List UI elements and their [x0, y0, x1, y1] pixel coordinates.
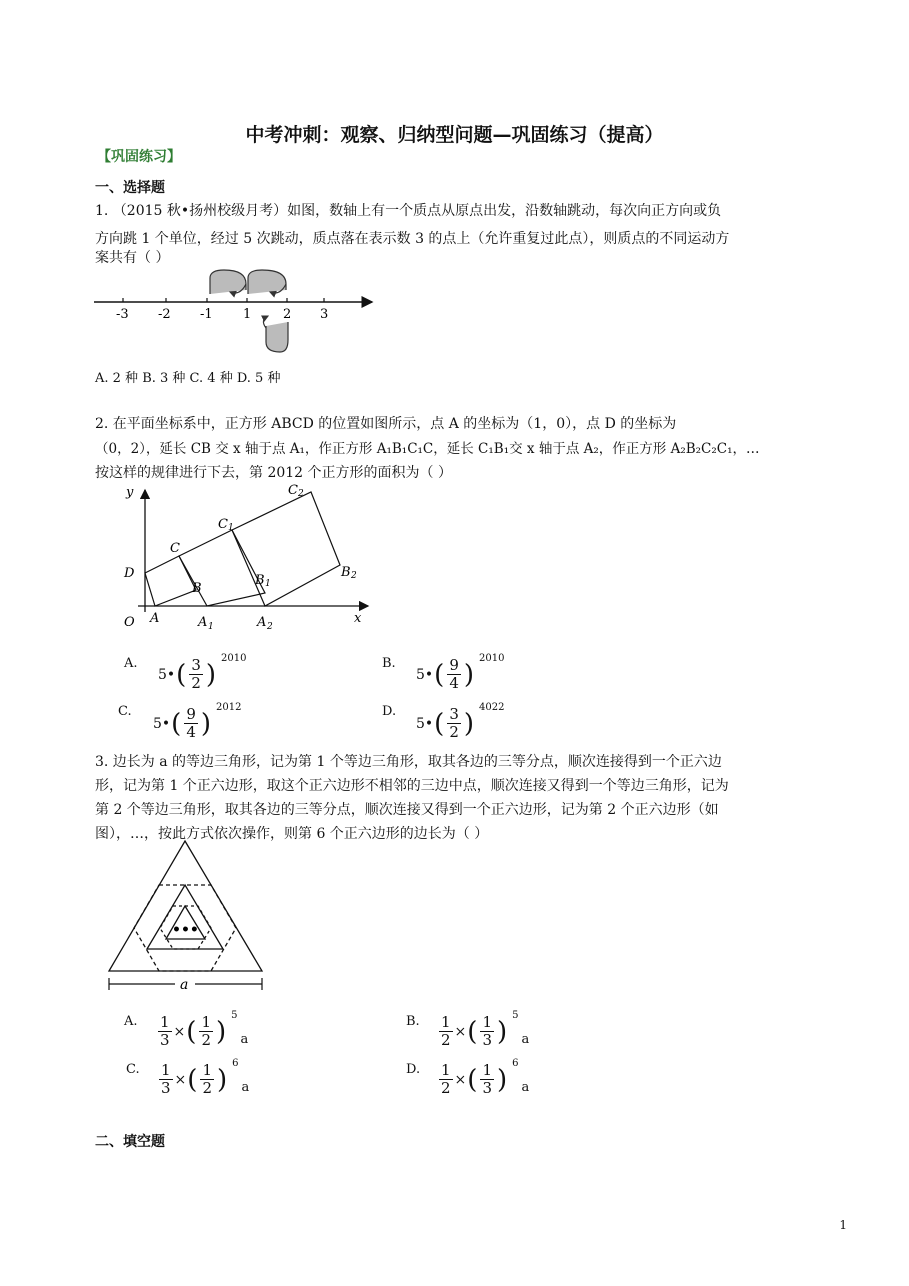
- q3-option-b: $\frac{1}{2}$ × ( $\frac{1}{3}$ ) 5 a: [441, 1010, 530, 1049]
- exponent: 2012: [216, 702, 242, 713]
- tick-label: 3: [320, 307, 329, 322]
- denominator: 3: [482, 1079, 492, 1097]
- triangle-hexagon-figure: [105, 838, 270, 998]
- exponent: 6: [232, 1058, 239, 1069]
- label-o: O: [124, 615, 135, 630]
- q2-option-b: 5• ( $\frac{9}{4}$ ) 2010: [416, 653, 505, 692]
- jump-arrow-icon: [266, 322, 288, 352]
- numerator: 9: [449, 656, 459, 674]
- square-2: [232, 492, 340, 606]
- q2-text-line1: 2. 在平面坐标系中，正方形 ABCD 的位置如图所示，点 A 的坐标为（1，0），点 D 的坐标为: [95, 416, 677, 432]
- numerator: 1: [441, 1013, 451, 1031]
- section-tag: 【巩固练习】: [97, 149, 181, 165]
- label-sub: 2: [351, 571, 357, 581]
- q3-option-d: $\frac{1}{2}$ × ( $\frac{1}{3}$ ) 6 a: [441, 1058, 530, 1097]
- times-sign: ×: [174, 1071, 187, 1088]
- q2-option-b-letter: B.: [382, 656, 396, 671]
- q2-option-d: 5• ( $\frac{3}{2}$ ) 4022: [416, 702, 505, 741]
- times-sign: ×: [173, 1023, 186, 1040]
- exponent: 4022: [479, 702, 505, 713]
- exponent: 2010: [479, 653, 505, 664]
- label-y: y: [126, 485, 134, 500]
- page-title: 中考冲刺：观察、归纳型问题—巩固练习（提高）: [245, 124, 664, 146]
- q3-option-a: $\frac{1}{3}$ × ( $\frac{1}{2}$ ) 5 a: [160, 1010, 249, 1049]
- section-heading-choice: 一、选择题: [95, 180, 165, 196]
- label-sub: 1: [228, 523, 234, 533]
- label-d: D: [124, 566, 135, 581]
- numerator: 3: [191, 656, 201, 674]
- label-c: C: [170, 541, 180, 556]
- q2-option-c-letter: C.: [118, 704, 132, 719]
- q2-text-line2: （0，2），延长 CB 交 x 轴于点 A₁，作正方形 A₁B₁C₁C，延长 C₁B₁交 x 轴于点 A₂，作正方形 A₂B₂C₂C₁，…: [95, 441, 760, 457]
- numerator: 1: [482, 1013, 492, 1031]
- side-label-a: a: [180, 977, 189, 993]
- q3-option-c-letter: C.: [126, 1062, 140, 1077]
- numerator: 1: [482, 1061, 492, 1079]
- coef: 5•: [416, 715, 434, 732]
- numerator: 1: [202, 1061, 212, 1079]
- exponent: 5: [231, 1010, 238, 1021]
- q3-option-d-letter: D.: [406, 1062, 421, 1077]
- q1-text-line1: 1. （2015 秋•扬州校级月考）如图，数轴上有一个质点从原点出发，沿数轴跳动，每次向正方向或负: [95, 203, 722, 219]
- denominator: 4: [186, 723, 196, 741]
- label-a2: A: [257, 615, 267, 630]
- denominator: 2: [441, 1079, 451, 1097]
- section-heading-fill: 二、填空题: [95, 1134, 165, 1150]
- q2-option-a-letter: A.: [124, 656, 138, 671]
- q1-options: A. 2 种 B. 3 种 C. 4 种 D. 5 种: [95, 371, 281, 386]
- label-sub: 1: [208, 622, 214, 630]
- denominator: 3: [161, 1079, 171, 1097]
- denominator: 2: [449, 723, 459, 741]
- q3-text-line2: 形，记为第 1 个正六边形，取这个正六边形不相邻的三边中点，顺次连接又得到一个等边三角形，记为: [95, 778, 729, 794]
- numerator: 9: [186, 705, 196, 723]
- numerator: 1: [201, 1013, 211, 1031]
- variable-a: a: [240, 1032, 249, 1047]
- q3-text-line3: 第 2 个等边三角形，取其各边的三等分点，顺次连接又得到一个正六边形，记为第 2 个正六边形（如: [95, 802, 719, 818]
- variable-a: a: [521, 1080, 530, 1095]
- denominator: 2: [191, 674, 201, 692]
- q1-text-line2: 方向跳 1 个单位，经过 5 次跳动，质点落在表示数 3 的点上（允许重复过此点），则质点的不同运动方: [95, 231, 730, 247]
- q3-option-a-letter: A.: [124, 1014, 138, 1029]
- ellipsis-dots: •••: [172, 922, 199, 938]
- q2-text-line3: 按这样的规律进行下去，第 2012 个正方形的面积为（ ）: [95, 465, 452, 481]
- q2-option-c: 5• ( $\frac{9}{4}$ ) 2012: [153, 702, 242, 741]
- coef: 5•: [158, 666, 176, 683]
- times-sign: ×: [454, 1023, 467, 1040]
- label-a1: A: [198, 615, 208, 630]
- exponent: 6: [512, 1058, 519, 1069]
- denominator: 2: [202, 1079, 212, 1097]
- coef: 5•: [416, 666, 434, 683]
- q3-text-line4: 图），…，按此方式依次操作，则第 6 个正六边形的边长为（ ）: [95, 826, 489, 842]
- denominator: 2: [441, 1031, 451, 1049]
- tick-label: -2: [158, 307, 171, 322]
- numerator: 1: [161, 1061, 171, 1079]
- denominator: 3: [160, 1031, 170, 1049]
- q3-text-line1: 3. 边长为 a 的等边三角形，记为第 1 个等边三角形，取其各边的三等分点，顺次连接得到一个正六边: [95, 754, 722, 770]
- exponent: 2010: [221, 653, 247, 664]
- q3-option-b-letter: B.: [406, 1014, 420, 1029]
- label-sub: 2: [267, 622, 273, 630]
- q2-option-a: 5• ( $\frac{3}{2}$ ) 2010: [158, 653, 247, 692]
- tick-label: 1: [243, 307, 252, 322]
- label-sub: 2: [298, 489, 304, 499]
- label-a: A: [150, 611, 160, 626]
- page-number: 1: [839, 1218, 847, 1232]
- label-c2: C: [288, 483, 298, 498]
- number-line-figure: [90, 266, 390, 358]
- denominator: 3: [482, 1031, 492, 1049]
- square-sequence-figure: [118, 480, 378, 630]
- variable-a: a: [521, 1032, 530, 1047]
- times-sign: ×: [454, 1071, 467, 1088]
- numerator: 3: [449, 705, 459, 723]
- square-abcd: [145, 556, 196, 606]
- coef: 5•: [153, 715, 171, 732]
- label-x: x: [354, 611, 362, 626]
- variable-a: a: [241, 1080, 250, 1095]
- label-b: B: [192, 581, 202, 596]
- q3-option-c: $\frac{1}{3}$ × ( $\frac{1}{2}$ ) 6 a: [161, 1058, 250, 1097]
- label-sub: 1: [265, 579, 271, 589]
- q2-option-d-letter: D.: [382, 704, 397, 719]
- jump-arrow-icon: [248, 270, 286, 294]
- label-c1: C: [218, 517, 228, 532]
- numerator: 1: [160, 1013, 170, 1031]
- numerator: 1: [441, 1061, 451, 1079]
- tick-label: 2: [283, 307, 292, 322]
- label-b2: B: [341, 565, 351, 580]
- denominator: 2: [201, 1031, 211, 1049]
- label-b1: B: [255, 573, 265, 588]
- tick-label: -1: [200, 307, 213, 322]
- tick-label: -3: [116, 307, 129, 322]
- denominator: 4: [449, 674, 459, 692]
- q1-text-line3: 案共有（ ）: [95, 250, 170, 266]
- exponent: 5: [512, 1010, 519, 1021]
